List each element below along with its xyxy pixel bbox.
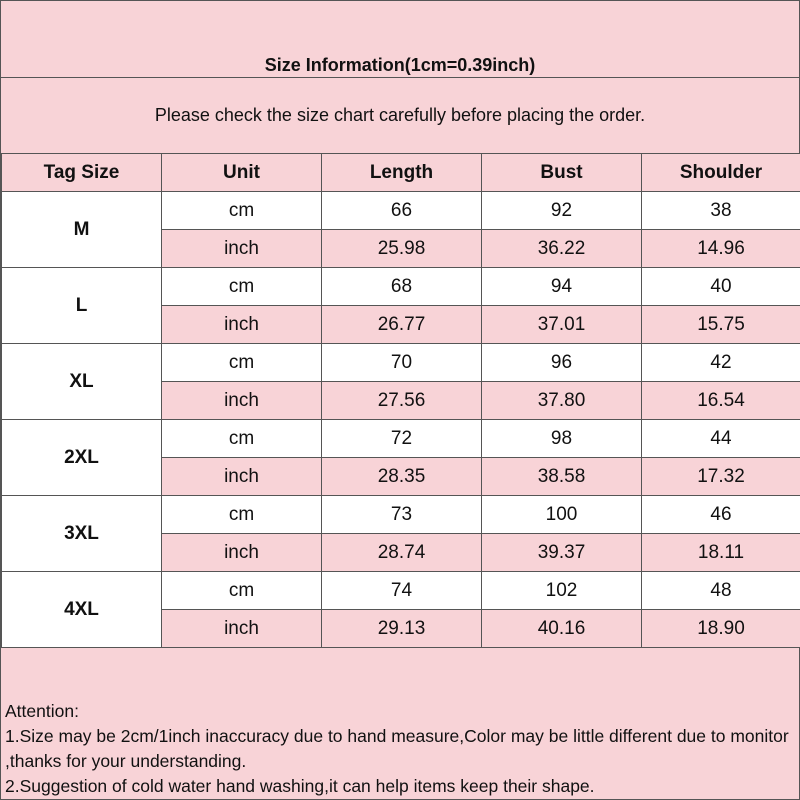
header-tag-size: Tag Size (2, 154, 162, 192)
chart-title: Size Information(1cm=0.39inch) (264, 55, 536, 75)
table-row (2, 268, 800, 306)
unit-cell: cm (162, 572, 322, 610)
attention-line-1: 1.Size may be 2cm/1inch inaccuracy due to hand measure,Color may be little different due to monitor ,thanks for your understanding. (5, 726, 789, 771)
bust-cell: 37.80 (482, 382, 642, 420)
length-cell: 27.56 (322, 382, 482, 420)
unit-cell: cm (162, 192, 322, 230)
unit-cell: inch (162, 610, 322, 648)
unit-cell: inch (162, 306, 322, 344)
unit-cell: inch (162, 458, 322, 496)
table-row (2, 496, 800, 534)
title-row (1, 1, 799, 78)
tag-size-cell: XL (2, 344, 162, 420)
shoulder-cell: 18.90 (642, 610, 800, 648)
bust-cell: 92 (482, 192, 642, 230)
length-cell: 70 (322, 344, 482, 382)
shoulder-cell: 48 (642, 572, 800, 610)
bust-cell: 37.01 (482, 306, 642, 344)
attention-heading: Attention: (5, 701, 79, 721)
table-row (2, 192, 800, 230)
shoulder-cell: 14.96 (642, 230, 800, 268)
header-unit: Unit (162, 154, 322, 192)
bust-cell: 38.58 (482, 458, 642, 496)
bust-cell: 40.16 (482, 610, 642, 648)
note-row (1, 78, 799, 154)
shoulder-cell: 18.11 (642, 534, 800, 572)
unit-cell: inch (162, 534, 322, 572)
shoulder-cell: 40 (642, 268, 800, 306)
bust-cell: 94 (482, 268, 642, 306)
attention-line-2: 2.Suggestion of cold water hand washing,it can help items keep their shape. (5, 776, 595, 796)
length-cell: 28.35 (322, 458, 482, 496)
tag-size-cell: L (2, 268, 162, 344)
bust-cell: 96 (482, 344, 642, 382)
bust-cell: 36.22 (482, 230, 642, 268)
size-table (1, 153, 800, 648)
header-row (2, 154, 800, 192)
table-row (2, 420, 800, 458)
table-row (2, 344, 800, 382)
length-cell: 28.74 (322, 534, 482, 572)
length-cell: 68 (322, 268, 482, 306)
header-shoulder: Shoulder (642, 154, 800, 192)
bust-cell: 100 (482, 496, 642, 534)
unit-cell: cm (162, 496, 322, 534)
length-cell: 72 (322, 420, 482, 458)
tag-size-cell: 3XL (2, 496, 162, 572)
tag-size-cell: M (2, 192, 162, 268)
length-cell: 73 (322, 496, 482, 534)
length-cell: 25.98 (322, 230, 482, 268)
length-cell: 26.77 (322, 306, 482, 344)
bust-cell: 39.37 (482, 534, 642, 572)
length-cell: 29.13 (322, 610, 482, 648)
shoulder-cell: 44 (642, 420, 800, 458)
order-note: Please check the size chart carefully before placing the order. (154, 105, 646, 125)
length-cell: 74 (322, 572, 482, 610)
bust-cell: 102 (482, 572, 642, 610)
length-cell: 66 (322, 192, 482, 230)
shoulder-cell: 42 (642, 344, 800, 382)
bust-cell: 98 (482, 420, 642, 458)
shoulder-cell: 15.75 (642, 306, 800, 344)
tag-size-cell: 2XL (2, 420, 162, 496)
unit-cell: inch (162, 382, 322, 420)
tag-size-cell: 4XL (2, 572, 162, 648)
shoulder-cell: 38 (642, 192, 800, 230)
table-row (2, 572, 800, 610)
shoulder-cell: 16.54 (642, 382, 800, 420)
header-length: Length (322, 154, 482, 192)
unit-cell: cm (162, 344, 322, 382)
header-bust: Bust (482, 154, 642, 192)
unit-cell: cm (162, 420, 322, 458)
shoulder-cell: 17.32 (642, 458, 800, 496)
unit-cell: inch (162, 230, 322, 268)
shoulder-cell: 46 (642, 496, 800, 534)
attention-notes (5, 699, 795, 799)
unit-cell: cm (162, 268, 322, 306)
